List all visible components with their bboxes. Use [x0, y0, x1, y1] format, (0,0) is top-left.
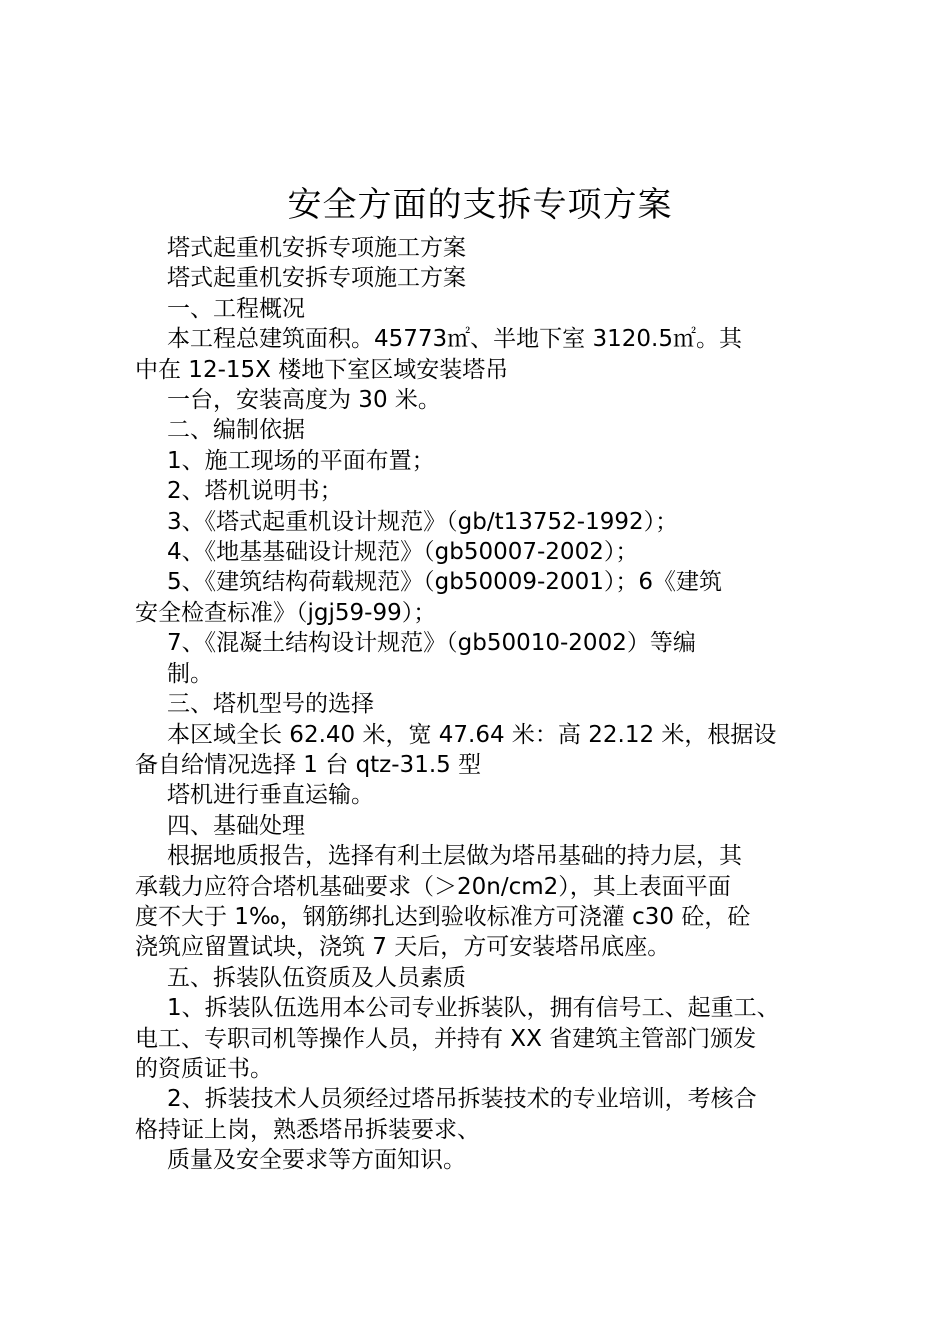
text-line: 三、塔机型号的选择: [167, 691, 374, 718]
text-line: 一台，安装高度为 30 米。: [167, 387, 441, 414]
text-line: 塔机进行垂直运输。: [167, 782, 374, 809]
text-line: 的资质证书。: [135, 1055, 273, 1082]
text-line: 2、拆装技术人员须经过塔吊拆装技术的专业培训，考核合: [167, 1086, 757, 1113]
text-line: 格持证上岗，熟悉塔吊拆装要求、: [135, 1116, 480, 1143]
text-line: 根据地质报告，选择有利土层做为塔吊基础的持力层，其: [167, 843, 742, 870]
text-line: 制。: [167, 660, 213, 687]
text-line: 一、工程概况: [167, 295, 305, 322]
text-line: 7、《混凝土结构设计规范》（gb50010-2002）等编: [167, 630, 696, 657]
text-line: 本工程总建筑面积。45773㎡、半地下室 3120.5㎡。其: [167, 326, 742, 353]
text-line: 3、《塔式起重机设计规范》（gb/t13752-1992）；: [167, 508, 679, 535]
text-line: 中在 12-15X 楼地下室区域安装塔吊: [135, 356, 509, 383]
text-line: 2、塔机说明书；: [167, 478, 343, 505]
document-body: [135, 233, 835, 1176]
text-line: 5、《建筑结构荷载规范》（gb50009-2001）；6《建筑: [167, 569, 722, 596]
text-line: 本区域全长 62.40 米，宽 47.64 米：高 22.12 米，根据设: [167, 721, 777, 748]
text-line: 度不大于 1‰，钢筋绑扎达到验收标准方可浇灌 c30 砼，砼: [135, 903, 751, 930]
text-line: 五、拆装队伍资质及人员素质: [167, 964, 466, 991]
text-line: 塔式起重机安拆专项施工方案: [167, 265, 466, 292]
document-title: 安全方面的支拆专项方案: [287, 185, 673, 225]
text-line: 电工、专职司机等操作人员，并持有 XX 省建筑主管部门颁发: [135, 1025, 757, 1052]
text-line: 承载力应符合塔机基础要求（＞20n/cm2），其上表面平面: [135, 873, 731, 900]
text-line: 浇筑应留置试块，浇筑 7 天后，方可安装塔吊底座。: [135, 934, 671, 961]
text-line: 1、拆装队伍选用本公司专业拆装队，拥有信号工、起重工、: [167, 995, 780, 1022]
text-line: 备自给情况选择 1 台 qtz-31.5 型: [135, 751, 482, 778]
text-line: 1、施工现场的平面布置；: [167, 447, 435, 474]
text-line: 安全检查标准》（jgj59-99）；: [135, 599, 437, 626]
text-line: 塔式起重机安拆专项施工方案: [167, 235, 466, 261]
text-line: 二、编制依据: [167, 417, 305, 444]
text-line: 四、基础处理: [167, 812, 305, 839]
text-line: 4、《地基基础设计规范》（gb50007-2002）；: [167, 539, 639, 566]
text-line: 质量及安全要求等方面知识。: [167, 1147, 466, 1174]
